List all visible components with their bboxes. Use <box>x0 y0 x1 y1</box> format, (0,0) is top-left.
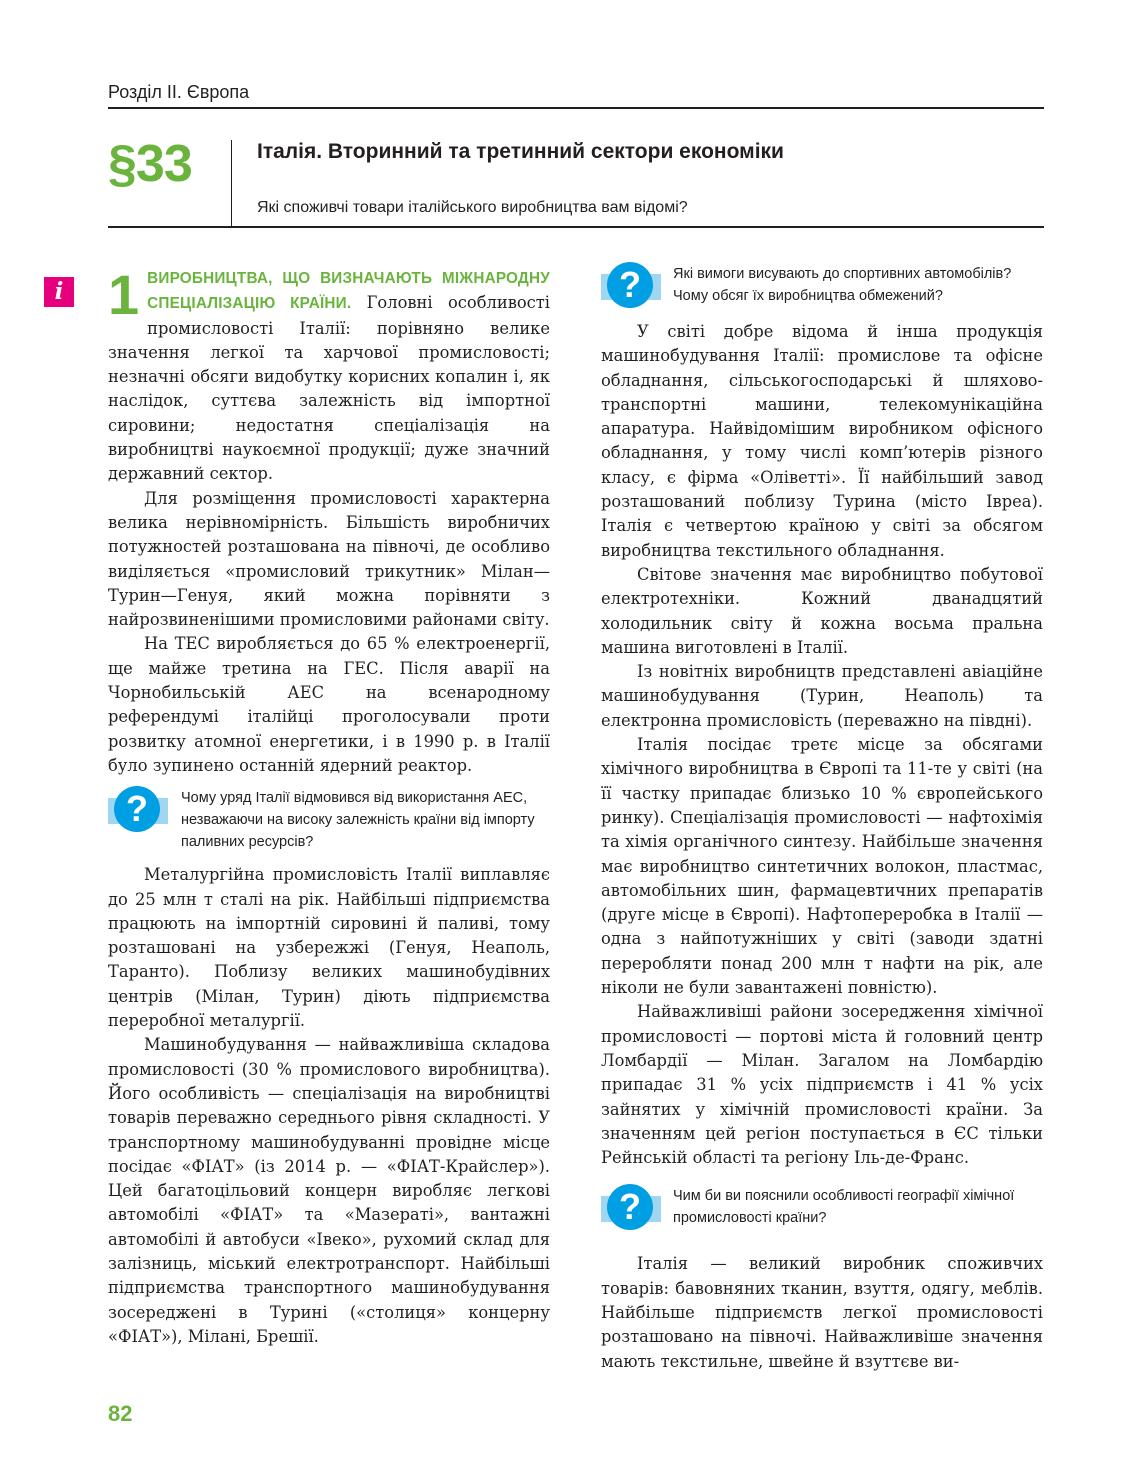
question-icon: ? <box>114 786 160 832</box>
body-paragraph: Із новітніх виробництв представлені авіаційне машинобудування (Турин, Неаполь) та електронна промисловість (переважно на півдні). <box>601 662 1043 730</box>
body-paragraph: Італія — великий виробник споживчих товарів: бавовняних тканин, взуття, одягу, меблів. Найбільше підприємств легкої промисловості розташовано на півночі. Найважливіше значення мають текстильне, швейне й взуттєве ви- <box>601 1254 1043 1371</box>
page-number: 82 <box>108 1401 133 1426</box>
section-number: 1 <box>108 263 140 326</box>
question-box <box>601 262 1043 310</box>
section-header: Розділ ІІ. Європа <box>108 82 250 102</box>
section-1-paragraph <box>108 263 550 487</box>
question-text: Які вимоги висувають до спортивних автомобілів? Чому обсяг їх виробництва обмежений? <box>673 266 1012 304</box>
question-text: Чим би ви пояснили особливості географії хімічної промисловості країни? <box>673 1188 1015 1227</box>
left-column <box>108 263 550 1349</box>
section-lead-text: Головні особливості промисловості Італії: порівняно велике значення легкої та харчової промисловості; незначні обсяги видобутку корисних копалин і, як наслідок, суттєва залежність від імпортної сировини; недостатня спеціалізація на виробництві наукоємної продукції; дуже значний державний сектор. <box>108 293 550 484</box>
title-rule <box>108 226 1044 228</box>
body-paragraph: Металургійна промисловість Італії виплавляє до 25 млн т сталі на рік. Найбільші підприємства працюють на імпортній сировині й паливі, тому розташовані на узбережжі (Генуя, Неаполь, Таранто). Поблизу великих машинобудівних центрів (Мілан, Турин) діють підприємства переробної металургії. <box>108 865 550 1031</box>
page-title: Італія. Вторинний та третинний сектори економіки <box>257 140 784 163</box>
body-paragraph: У світі добре відома й інша продукція машинобудування Італії: промислове та офісне обладнання, сільськогосподарські й шляхово-транспортні машини, телекомунікаційна апаратура. Найвідомішим виробником офісного обладнання, у тому числі комп’ютерів різного класу, є фірма «Оліветті». Її найбільший завод розташований поблизу Турина (місто Івреа). Італія є четвертою країною у світі за обсягом виробництва текстильного обладнання. <box>601 322 1043 560</box>
question-text: Чому уряд Італії відмовився від використання АЕС, незважаючи на високу залежність країни від імпорту паливних ресурсів? <box>181 790 535 851</box>
question-box <box>601 1184 1043 1232</box>
header-rule <box>108 107 1044 109</box>
section-heading: ВИРОБНИЦТВА, ЩО ВИЗНАЧАЮТЬ МІЖНАРОДНУ СПЕЦІАЛІЗАЦІЮ КРАЇНИ. <box>147 270 550 313</box>
body-paragraph: Машинобудування — найважливіша складова промисловості (30 % промислового виробництва). Його особливість — спеціалізація на виробництві товарів переважно середнього рівня складності. У транспортному машинобудуванні провідне місце посідає «ФІАТ» (із 2014 р. — «ФІАТ-Крайслер»). Цей багатоцільовий концерн виробляє легкові автомобілі «ФІАТ» та «Мазераті», вантажні автомобілі й автобуси «Івеко», рухомий склад для залізниць, міський електротранспорт. Найбільші підприємства транспортного машинобудування зосереджені в Турині («столиця» концерну «ФІАТ»), Мілані, Брешії. <box>108 1035 550 1346</box>
body-paragraph: Італія посідає третє місце за обсягами хімічного виробництва в Європі та 11-те у світі (на її частку припадає близько 10 % європейського ринку). Спеціалізація промисловості — нафтохімія та хімія органічного синтезу. Найбільше значення має виробництво синтетичних волокон, пластмас, автомобільних шин, фармацевтичних препаратів (друге місце в Європі). Нафтопереробка в Італії — одна з найпотужніших у світі (заводи здатні переробляти понад 200 млн т нафти на рік, але ніколи не були завантажені повністю). <box>601 735 1043 998</box>
right-column <box>601 262 1043 1374</box>
body-paragraph: Найважливіші райони зосередження хімічної промисловості — портові міста й головний центр Ломбардії — Мілан. Загалом на Ломбардію припадає 31 % усіх підприємств і 41 % усіх зайнятих у хімічній промисловості країни. За значенням цей регіон поступається в ЄС тільки Рейнській області та регіону Іль-де-Франс. <box>601 1002 1043 1168</box>
body-paragraph: Світове значення має виробництво побутової електротехніки. Кожний дванадцятий холодильник світу й кожна восьма пральна машина виготовлені в Італії. <box>601 564 1043 657</box>
question-icon: ? <box>607 1184 653 1230</box>
question-icon: ? <box>607 262 653 308</box>
body-paragraph: На ТЕС виробляється до 65 % електроенергії, ще майже третина на ГЕС. Після аварії на Чорнобильській АЕС на всенародному референдумі італійці проголосували проти розвитку атомної енергетики, і в 1990 р. в Італії було зупинено останній ядерний реактор. <box>108 634 550 775</box>
body-paragraph: Для розміщення промисловості характерна велика нерівномірність. Більшість виробничих потужностей розташована на півночі, де особливо виділяється «промисловий трикутник» Мілан—Турин—Генуя, який можна порівняти з найрозвиненішими промисловими районами світу. <box>108 488 550 630</box>
info-icon: i <box>44 277 74 307</box>
page-subtitle: Які споживчі товари італійського виробництва вам відомі? <box>257 199 688 216</box>
question-box <box>108 786 550 853</box>
paragraph-number: §33 <box>108 135 192 193</box>
title-separator <box>231 140 232 226</box>
